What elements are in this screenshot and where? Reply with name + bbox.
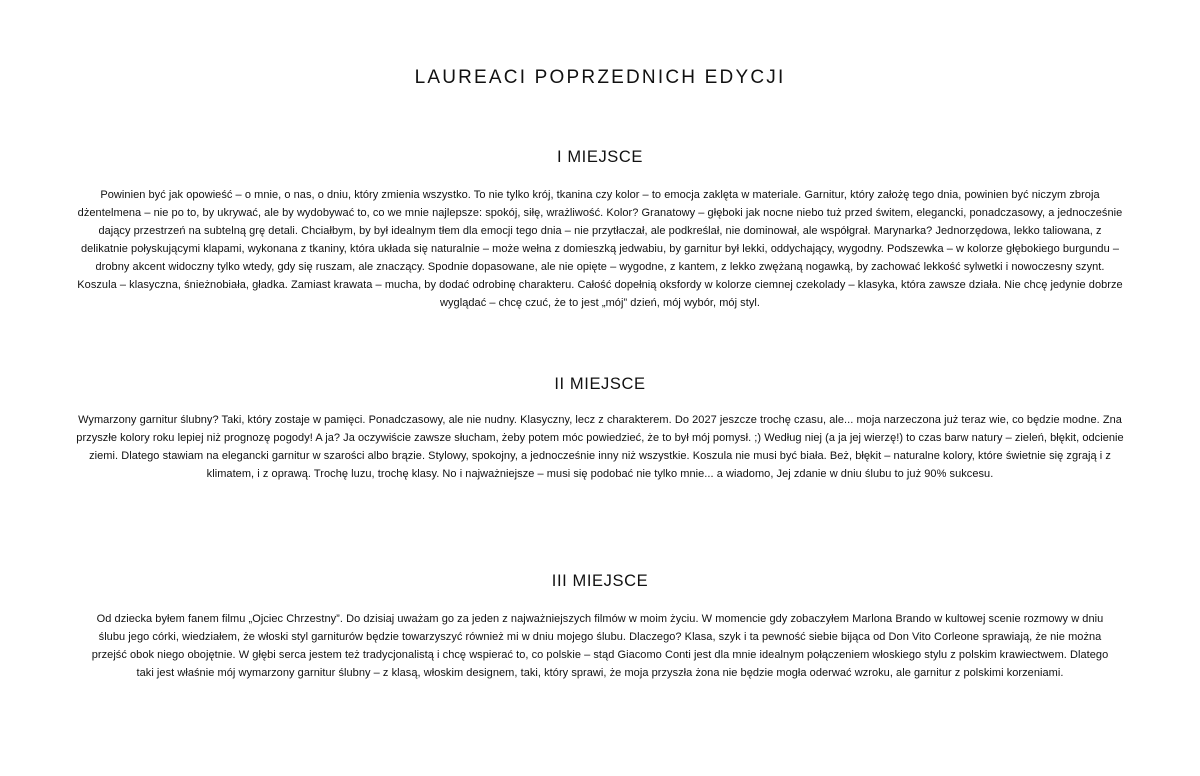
section-text-third-place: Od dziecka byłem fanem filmu „Ojciec Chrzestny”. Do dzisiaj uważam go za jeden z najważniejszych filmów w moim życiu. W momencie gdy zobaczyłem Marlona Brando w kultowej scenie rozmowy w dniu ślubu jego córki, wiedziałem, że włoski styl garniturów będzie towarzyszyć również mi w dniu mojego ślubu. Dlaczego? Klasa, szyk i ta pewność siebie bijąca od Don Vito Corleone sprawiają, że nie można przejść obok niego obojętnie. W głębi serca jestem też tradycjonalistą i chcę wspierać to, co polskie – stąd Giacomo Conti jest dla mnie idealnym połączeniem włoskiego stylu z polskim krawiectwem. Dlatego taki jest właśnie mój wymarzony garnitur ślubny – z klasą, włoskim designem, taki, który sprawi, że moja przyszła żona nie będzie mogła oderwać wzroku, ale garnitur z polskimi korzeniami. (91, 613, 1109, 679)
section-third-place (70, 571, 1130, 682)
section-title-second-place: II MIEJSCE (554, 375, 646, 393)
section-second-place (70, 374, 1130, 483)
section-title-third-place: III MIEJSCE (551, 572, 649, 590)
section-first-place (70, 147, 1130, 312)
section-text-first-place: Powinien być jak opowieść – o mnie, o nas, o dniu, który zmienia wszystko. To nie tylko krój, tkanina czy kolor – to emocja zaklęta w materiale. Garnitur, który założę tego dnia, powinien być niczym zbroja dżentelmena – nie po to, by ukrywać, ale by wydobywać to, co we mnie najlepsze: spokój, siłę, wrażliwość. Kolor? Granatowy – głęboki jak nocne niebo tuż przed świtem, elegancki, ponadczasowy, a jednocześnie dający przestrzeń na subtelną grę detali. Chciałbym, by był idealnym tłem dla emocji tego dnia – nie przytłaczał, ale podkreślał, nie dominował, ale współgrał. Marynarka? Jednorzędowa, lekko taliowana, z delikatnie połyskującymi klapami, wykonana z tkaniny, która układa się naturalnie – może wełna z domieszką jedwabiu, by garnitur był lekki, oddychający, wygodny. Podszewka – w kolorze głębokiego burgundu – drobny akcent widoczny tylko wtedy, gdy się ruszam, ale znaczący. Spodnie dopasowane, ale nie opięte – wygodne, z kantem, z lekko zwężaną nogawką, by zachować lekkość sylwetki i nowoczesny szynt. Koszula – klasyczna, śnieżnobiała, gładka. Zamiast krawata – mucha, by dodać odrobinę charakteru. Całość dopełnią oksfordy w kolorze ciemnej czekolady – klasyka, która zawsze działa. Nie chcę jedynie dobrze wyglądać – chcę czuć, że to jest „mój” dzień, mój wybór, mój styl. (77, 189, 1123, 309)
page-title: LAUREACI POPRZEDNICH EDYCJI (414, 67, 786, 88)
section-text-second-place: Wymarzony garnitur ślubny? Taki, który zostaje w pamięci. Ponadczasowy, ale nie nudny. Klasyczny, lecz z charakterem. Do 2027 jeszcze trochę czasu, ale... moja narzeczona już teraz wie, co będzie modne. Zna przyszłe kolory roku lepiej niż prognozę pogody! A ja? Ja oczywiście zawsze słucham, żeby potem móc powiedzieć, że to był mój pomysł. ;) Według niej (a ja jej wierzę!) to czas barw natury – zieleń, błękit, odcienie ziemi. Dlatego stawiam na elegancki garnitur w szarości albo brązie. Stylowy, spokojny, a jednocześnie inny niż wszystkie. Koszula nie musi być biała. Beż, błękit – naturalne kolory, które świetnie się zgrają i z klimatem, i z oprawą. Trochę luzu, trochę klasy. No i najważniejsze – musi się podobać nie tylko mnie... a wiadomo, Jej zdanie w dniu ślubu to już 90% sukcesu. (76, 414, 1124, 480)
section-title-first-place: I MIEJSCE (556, 148, 644, 166)
